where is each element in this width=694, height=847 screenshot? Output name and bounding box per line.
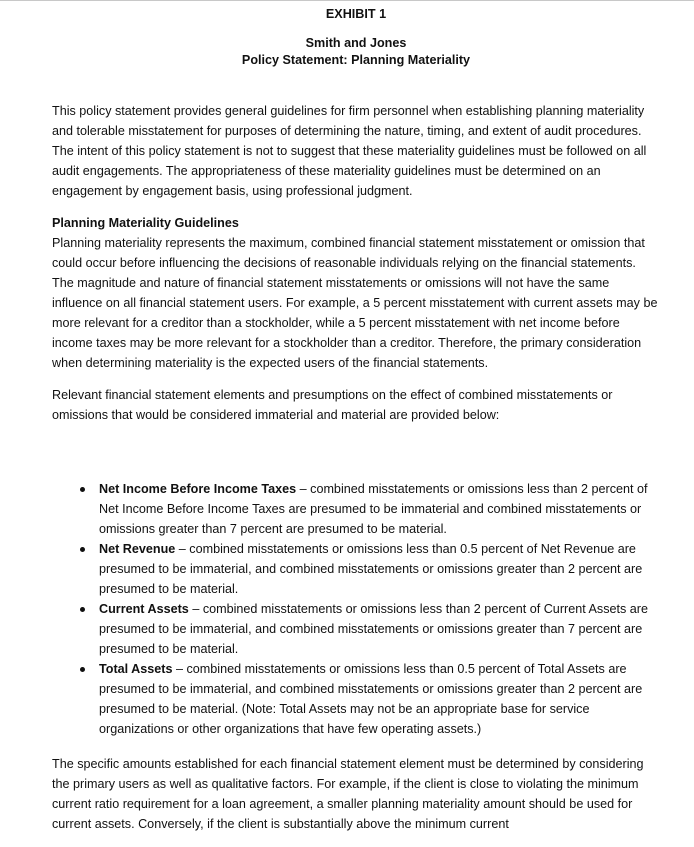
bullet-icon	[80, 667, 85, 672]
bullet-icon	[80, 607, 85, 612]
specific-amounts-paragraph: The specific amounts established for each financial statement element must be determined by considering the primary users as well as qualitative factors. For example, if the client is close to violating the minimum current ratio requirement for a loan agreement, a smaller planning materiality amount should be used for current assets. Conversely, if the client is substantially above the minimum current	[52, 757, 644, 831]
guidelines-section	[52, 213, 660, 373]
bullet-term: Net Income Before Income Taxes	[99, 482, 297, 496]
bullet-term: Net Revenue	[99, 542, 176, 556]
intro-paragraph: This policy statement provides general guidelines for firm personnel when establishing planning materiality and tolerable misstatement for purposes of determining the nature, timing, and extent of audit procedures. The intent of this policy statement is not to suggest that these materiality guidelines must be followed on all audit engagements. The appropriateness of these materiality guidelines must be determined on an engagement by engagement basis, using professional judgment.	[52, 104, 647, 198]
materiality-bullet-list	[52, 479, 660, 739]
bullet-term: Current Assets	[99, 602, 189, 616]
list-item	[52, 479, 660, 539]
exhibit-label: EXHIBIT 1	[325, 7, 387, 21]
guidelines-body: Planning materiality represents the maximum, combined financial statement misstatement or omission that could occur before influencing the decisions of reasonable individuals relying on the financial statements. The magnitude and nature of financial statement misstatements or omissions will not have the same influence on all financial statement users. For example, a 5 percent misstatement with current assets may be more relevant for a creditor than a stockholder, while a 5 percent misstatement with net income before income taxes may be more relevant for a stockholder than a creditor. Therefore, the primary consideration when determining materiality is the expected users of the financial statements.	[52, 236, 658, 370]
relevant-paragraph: Relevant financial statement elements and presumptions on the effect of combined misstatements or omissions that would be considered immaterial and material are provided below:	[52, 388, 613, 422]
list-item	[52, 599, 660, 659]
policy-title: Policy Statement: Planning Materiality	[241, 53, 471, 67]
list-item	[52, 659, 660, 739]
bullet-icon	[80, 547, 85, 552]
document-heading	[52, 35, 660, 69]
bullet-text: – combined misstatements or omissions less than 0.5 percent of Net Revenue are presumed to be immaterial, and combined misstatements or omissions greater than 2 percent are presumed to be material.	[99, 542, 643, 596]
bullet-icon	[80, 487, 85, 492]
guidelines-heading: Planning Materiality Guidelines	[52, 216, 239, 230]
firm-name: Smith and Jones	[305, 36, 407, 50]
bullet-text: – combined misstatements or omissions less than 0.5 percent of Total Assets are presumed to be immaterial, and combined misstatements or omissions greater than 2 percent are presumed to be material. (Note: Total Assets may not be an appropriate base for service organizations or other organizations that have few operating assets.)	[99, 662, 643, 736]
list-item	[52, 539, 660, 599]
bullet-term: Total Assets	[99, 662, 173, 676]
top-rule	[0, 0, 694, 1]
bullet-text: – combined misstatements or omissions less than 2 percent of Net Income Before Income Taxes are presumed to be immaterial and combined misstatements or omissions greater than 7 percent are presumed to be material.	[99, 482, 648, 536]
bullet-text: – combined misstatements or omissions less than 2 percent of Current Assets are presumed to be immaterial, and combined misstatements or omissions greater than 7 percent are presumed to be material.	[99, 602, 649, 656]
